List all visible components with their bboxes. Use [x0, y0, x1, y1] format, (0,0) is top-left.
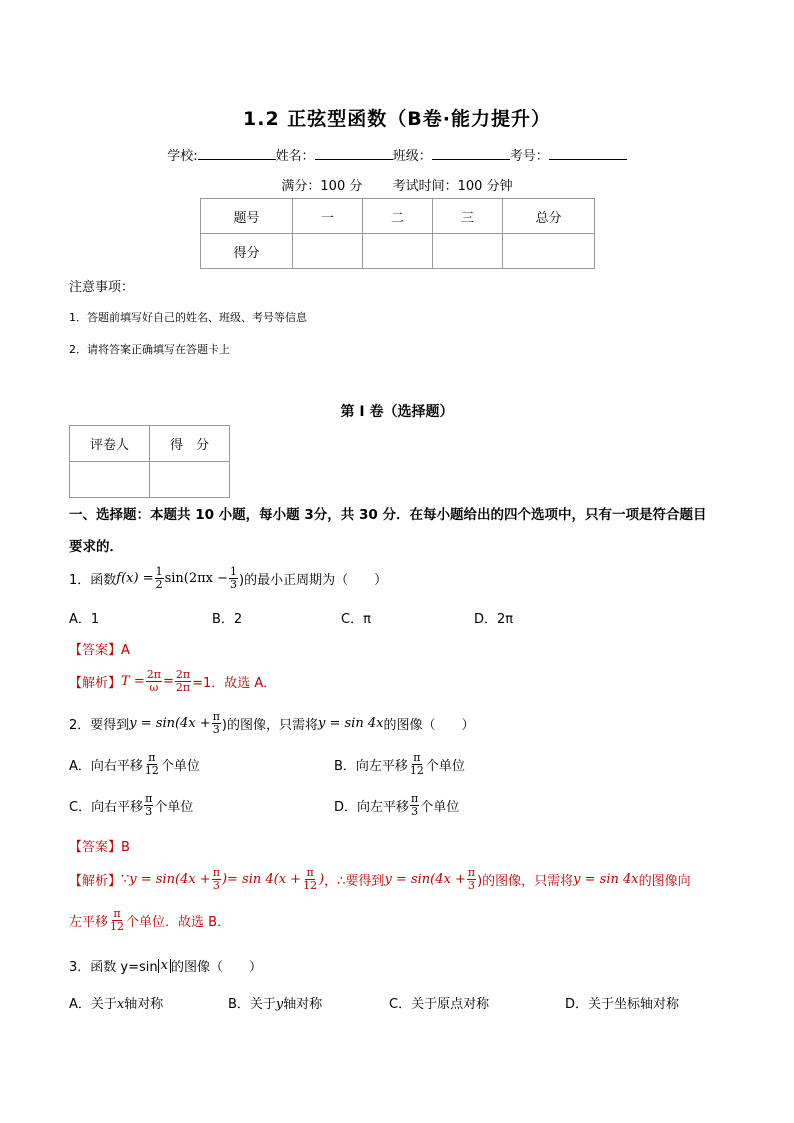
school-blank: [198, 147, 276, 160]
name-label: 姓名：: [275, 149, 315, 164]
question-2: [69, 711, 474, 736]
name-blank: [315, 147, 393, 160]
q2-suffix: 的图像（ ）: [383, 718, 475, 733]
note-item: 1．答题前填写好自己的姓名、班级、考号等信息: [69, 311, 307, 324]
note-item: 2．请将答案正确填写在答题卡上: [69, 343, 230, 356]
exam-no-label: 考号：: [509, 149, 549, 164]
q2-prefix: 2．要得到: [69, 718, 130, 733]
exam-meta: [0, 175, 794, 194]
score-cell[interactable]: [503, 234, 595, 269]
q1-analysis-frac1: $\frac{2\pi}{\omega}$: [146, 668, 161, 694]
q2-analysis-cont: 左平移 $\frac{\pi}{12}$ 个单位．故选 B．: [69, 907, 231, 933]
q2-analysis-label: 【解析】: [69, 874, 122, 889]
q1-option-d[interactable]: D．2π: [474, 612, 514, 627]
class-blank: [432, 147, 510, 160]
grader-header-row: [70, 426, 230, 462]
q1-analysis-frac2: $\frac{2\pi}{2\pi}$: [175, 668, 191, 694]
q1-analysis-result: =1．故选 A．: [192, 676, 277, 691]
q1-frac-third: $\frac{1}{3}$: [230, 565, 238, 591]
q1-analysis-T: T =: [121, 674, 145, 689]
q2-mid: )的图像，只需将: [221, 718, 318, 733]
score-row-label: 得分: [201, 234, 293, 269]
score-header-cell: 题号: [201, 199, 293, 234]
q3-option-d[interactable]: D．关于坐标轴对称: [565, 997, 680, 1012]
section-instruction: 一、选择题：本题共 10 小题，每小题 3分，共 30 分．在每小题给出的四个选项中，只有一项是符合题目: [69, 507, 707, 523]
q1-expr-fx: f(x) =: [116, 571, 154, 586]
question-3: [69, 956, 262, 975]
grader-cell[interactable]: [150, 462, 230, 498]
q3-abs-x: x: [158, 959, 171, 973]
q1-prefix: 1．函数: [69, 573, 117, 588]
q3-option-c[interactable]: C．关于原点对称: [389, 997, 490, 1012]
q2-option-a[interactable]: A．向右平移 $\frac{\pi}{12}$ 个单位: [69, 751, 200, 777]
score-header-cell: 二: [363, 199, 433, 234]
section-instruction-cont: 要求的．: [69, 539, 123, 555]
q1-option-b[interactable]: B．2: [212, 612, 243, 627]
score-header-cell: 三: [433, 199, 503, 234]
q1-expr-sin: sin(2πx −: [164, 571, 229, 586]
q1-analysis-label: 【解析】: [69, 676, 122, 691]
q1-frac-half: $\frac{1}{2}$: [155, 565, 163, 591]
notes-title: 注意事项：: [69, 280, 135, 295]
q3-suffix: 的图像（ ）: [170, 960, 262, 975]
exam-no-blank: [549, 147, 627, 160]
q1-option-c[interactable]: C．π: [341, 612, 371, 627]
section-title: 第 I 卷（选择题）: [340, 404, 454, 420]
q2-expr2: y = sin 4x: [318, 716, 384, 731]
q3-prefix: 3．函数 y=sin: [69, 960, 158, 975]
q2-expr1: y = sin(4x +: [129, 716, 211, 731]
page-title: 1.2 正弦型函数（B卷·能力提升）: [243, 108, 551, 130]
score-table-header-row: [201, 199, 595, 234]
question-1: [69, 566, 387, 591]
q2-answer: 【答案】B: [69, 840, 130, 855]
q1-suffix: )的最小正周期为（ ）: [239, 573, 388, 588]
grader-row: [70, 462, 230, 498]
q2-option-c[interactable]: C．向右平移 $\frac{\pi}{3}$ 个单位: [69, 792, 194, 818]
q1-answer: 【答案】A: [69, 643, 130, 658]
student-info-line: [0, 145, 794, 164]
grader-cell[interactable]: [70, 462, 150, 498]
q2-frac: $\frac{\pi}{3}$: [212, 710, 220, 736]
exam-time: 考试时间：100 分钟: [392, 179, 513, 194]
q2-option-d[interactable]: D．向左平移 $\frac{\pi}{3}$ 个单位: [334, 792, 460, 818]
q2-option-b[interactable]: B．向左平移 $\frac{\pi}{12}$ 个单位: [334, 751, 465, 777]
score-cell[interactable]: [293, 234, 363, 269]
score-header-cell: 一: [293, 199, 363, 234]
grader-table: [69, 425, 230, 498]
class-label: 班级：: [392, 149, 432, 164]
q3-option-b[interactable]: B．关于y轴对称: [228, 997, 323, 1012]
q1-option-a[interactable]: A．1: [69, 612, 100, 627]
grader-header-cell: 评卷人: [70, 426, 150, 462]
score-header-cell: 总分: [503, 199, 595, 234]
score-table-row: [201, 234, 595, 269]
q3-option-a[interactable]: A．关于x轴对称: [69, 997, 164, 1012]
score-cell[interactable]: [433, 234, 503, 269]
school-label: 学校:: [167, 149, 198, 164]
score-cell[interactable]: [363, 234, 433, 269]
q1-analysis: 【解析】 T = $\frac{2\pi}{\omega}$ = $\frac{2\pi}{2\pi}$ =1．故选 A．: [69, 668, 277, 694]
score-table: [200, 198, 595, 269]
grader-header-cell: 得 分: [150, 426, 230, 462]
full-score: 满分：100 分: [281, 179, 363, 194]
q2-analysis: 【解析】 ∵ y = sin(4x + $\frac{\pi}{3}$ )= sin 4(x + $\frac{\pi}{12}$ ) ，∴要得到 y = sin(4x + $\frac{\pi}{3}$ )的图像，只需将 y = sin 4x 的图像向: [69, 866, 691, 892]
